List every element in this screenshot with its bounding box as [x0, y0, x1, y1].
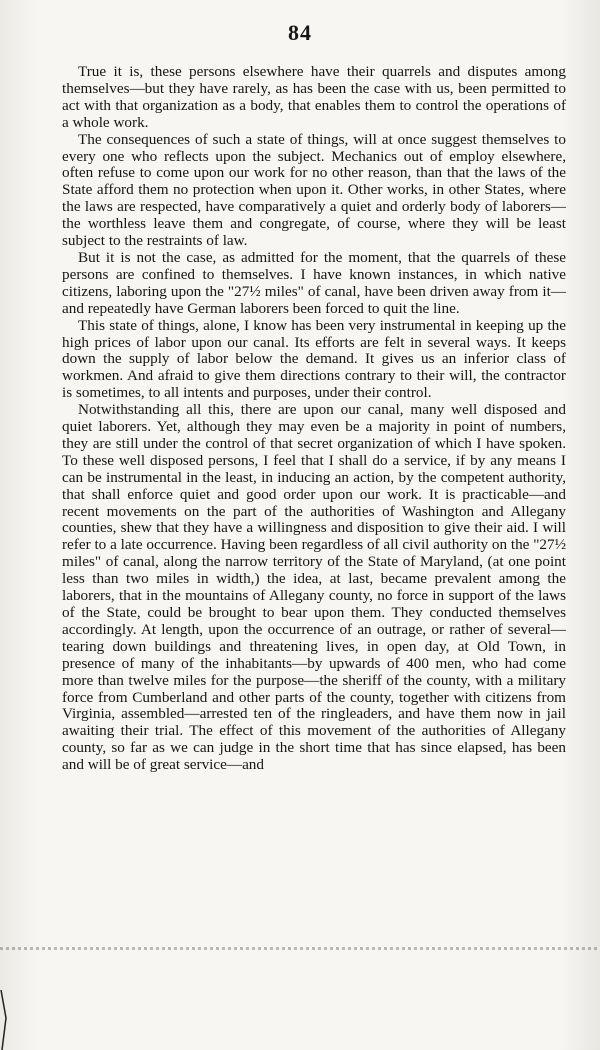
body-text — [62, 64, 566, 774]
page-number: 84 — [288, 20, 312, 45]
page-edge-mark — [0, 990, 10, 1050]
page-fold-mark — [0, 947, 600, 950]
paragraph: This state of things, alone, I know has been very instrumental in keeping up the high prices of labor upon our canal. Its efforts are felt in several ways. It keeps down the supply of labor below the demand. It gives us an inferior class of workmen. And afraid to give them directions contrary to their will, the contractor is sometimes, to all intents and purposes, under their control. — [62, 316, 566, 402]
paragraph: The consequences of such a state of things, will at once suggest themselves to every one who reflects upon the subject. Mechanics out of employ elsewhere, often refuse to come upon our work for no other reason, than that the laws of the State afford them no protection when upon it. Other works, in other States, where the laws are respected, have comparatively a quiet and orderly body of laborers—the worthless leave them and congregate, of course, where they will be least subject to the restraints of law. — [62, 130, 566, 250]
paragraph: True it is, these persons elsewhere have their quarrels and disputes among themselves—but they have rarely, as has been the case with us, been permitted to act with that organization as a body, that enables them to control the operations of a whole work. — [62, 63, 566, 131]
paragraph: Notwithstanding all this, there are upon our canal, many well disposed and quiet laborers. Yet, although they may even be a majority in point of numbers, they are still under the control of that secret organization of which I have spoken. To these well disposed persons, I feel that I shall do a service, if by any means I can be instrumental in the least, in inducing an action, by the competent authority, that shall enforce quiet and good order upon our work. It is practicable—and recent movements on the part of the authorities of Washington and Allegany counties, shew that they have a willingness and disposition to give their aid. I will refer to a late occurrence. Having been regardless of all civil authority on the "27½ miles" of canal, along the narrow territory of the State of Maryland, (at one point less than two miles in width,) the idea, at last, became prevalent among the laborers, that in the mountains of Allegany county, no force in support of the laws of the State, could be brought to bear upon them. They conducted themselves accordingly. At length, upon the occurrence of an outrage, or rather of several—tearing down buildings and threatening lives, in open day, at Old Town, in presence of many of the inhabitants—by upwards of 400 men, who had come more than twelve miles for the purpose—the sheriff of the county, with a military force from Cumberland and other parts of the county, together with citizens from Virginia, assembled—arrested ten of the ringleaders, and have them now in jail awaiting their trial. The effect of this movement of the authorities of Allegany county, so far as we can judge in the short time that has since elapsed, has been and will be of great service—and — [62, 401, 566, 774]
paragraph: But it is not the case, as admitted for the moment, that the quarrels of these persons are confined to themselves. I have known instances, in which native citizens, laboring upon the "27½ miles" of canal, have been driven away from it—and repeatedly have German laborers been forced to quit the line. — [62, 248, 566, 317]
